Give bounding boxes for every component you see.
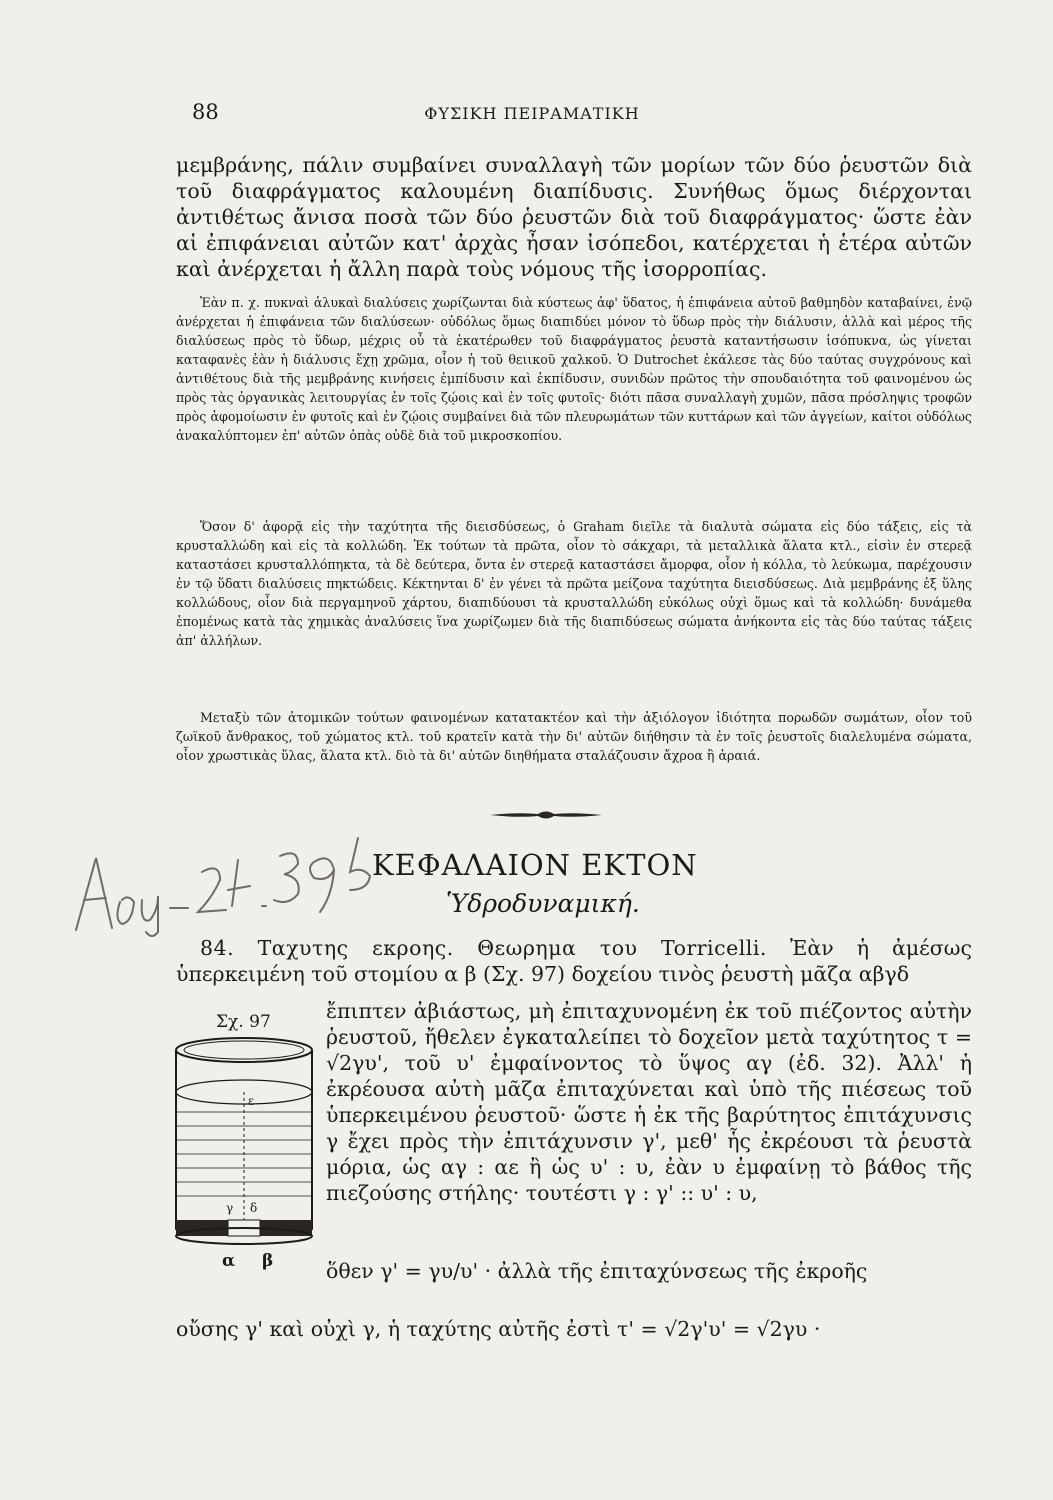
section-84-first-line: Ἐὰν ἡ ἀμέσως ὑπερκειμένη τοῦ στομίου α β (Σχ. 97) δοχείου τινὸς ῥευστὴ μᾶζα αβγδ <box>176 936 972 986</box>
small-paragraph-2 <box>176 517 972 650</box>
small-paragraph-2-text: Ὅσον δ' ἀφορᾷ εἰς τὴν ταχύτητα τῆς διεισδύσεως, ὁ Graham διεῖλε τὰ διαλυτὰ σώματα εἰς δύο τάξεις, εἰς τὰ κρυσταλλώδη καὶ εἰς τὰ κολλώδη. Ἐκ τούτων τὰ πρῶτα, οἷον τὸ σάκχαρι, τὰ μεταλλικὰ ἅλατα κτλ., εἰσὶν ἐν στερεᾷ καταστάσει κρυσταλλόπηκτα, τὰ δὲ δεύτερα, ὄντα ἐν στερεᾷ καταστάσει ἄμορφα, οἷον ἡ κόλλα, τὸ λεύκωμα, παρέχουσιν ἐν τῷ ὕδατι διαλύσεις πηκτώδεις. Κέκτηνται δ' ἐν γένει τὰ πρῶτα μείζονα ταχύτητα διεισδύσεως. Διὰ μεμβράνης ἐξ ὕλης κολλώδους, οἷον διὰ περγαμηνοῦ χάρτου, διαπιδύουσι τὰ κρυσταλλώδη εὐκόλως οὐχὶ ὅμως καὶ τὰ κολλώδη· δυνάμεθα ἑπομένως κατὰ τὰς χημικὰς ἀναλύσεις ἵνα χωρίζωμεν διὰ τῆς διαπιδύσεως σώματα ἀνήκοντα εἰς τὰς δύο ταύτας τάξεις ἀπ' ἀλλήλων. <box>176 519 972 648</box>
svg-text:δ: δ <box>250 1201 258 1215</box>
intro-paragraph <box>176 152 972 282</box>
small-paragraph-3-text: Μεταξὺ τῶν ἀτομικῶν τούτων φαινομένων κατατακτέον καὶ τὴν ἀξιόλογον ἰδιότητα πορωδῶν σωμάτων, οἷον τοῦ ζωϊκοῦ ἄνθρακος, τοῦ χώματος κτλ. τοῦ κρατεῖν κατὰ τὴν δι' αὐτῶν διήθησιν τὰ ἐν τοῖς ῥευστοῖς διαλελυμένα σώματα, οἷον χρωστικὰς ὕλας, ἅλατα κτλ. διὸ τὰ δι' αὐτῶν διηθήματα σταλάζουσιν ἄχροα ἢ ἀραιά. <box>176 710 972 763</box>
section-divider-ornament <box>488 808 604 822</box>
figure-97-vessel <box>168 1034 320 1252</box>
section-84 <box>176 935 972 987</box>
intro-text: μεμβράνης, πάλιν συμβαίνει συναλλαγὴ τῶν μορίων τῶν δύο ῥευστῶν διὰ τοῦ διαφράγματος καλουμένη διαπίδυσις. Συνήθως ὅμως διέρχονται ἀντιθέτως ἄνισα ποσὰ τῶν δύο ῥευστῶν διὰ τοῦ διαφράγματος· ὥστε ἐὰν αἱ ἐπιφάνειαι αὐτῶν κατ' ἀρχὰς ἦσαν ἰσόπεδοι, κατέρχεται ἡ ἑτέρα αὐτῶν καὶ ἀνέρχεται ἡ ἄλλη παρὰ τοὺς νόμους τῆς ἰσορροπίας. <box>176 153 972 281</box>
small-paragraph-1-text: Ἐὰν π. χ. πυκναὶ ἁλυκαὶ διαλύσεις χωρίζωνται διὰ κύστεως ἀφ' ὕδατος, ἡ ἐπιφάνεια αὐτοῦ βαθμηδὸν καταβαίνει, ἐνῷ ἀνέρχεται ἡ ἐπιφάνεια τῶν διαλύσεων· οὐδόλως ὅμως διαπιδύει μόνον τὸ ὕδωρ πρὸς τὴν διάλυσιν, ἀλλὰ καὶ μέρος τῆς διαλύσεως πρὸς τὸ ὕδωρ, μέχρις οὗ τὰ ἑκατέρωθεν τοῦ διαφράγματος ῥευστὰ καταντήσωσιν ἰσόπυκνα, ὡς γίνεται καταφανὲς ἐὰν ἡ διάλυσις ἔχῃ χρῶμα, οἷον ἡ τοῦ θειικοῦ χαλκοῦ. Ὁ Dutrochet ἐκάλεσε τὰς δύο ταύτας συγχρόνους καὶ ἀντιθέτους διὰ τῆς μεμβράνης κινήσεις ἐμπίδυσιν καὶ ἐκπίδυσιν, συνιδὼν πρῶτος τὴν σπουδαιότητα τοῦ φαινομένου ὡς πρὸς τὰς ὀργανικὰς λειτουργίας ἐν τοῖς ζῴοις καὶ ἐν τοῖς φυτοῖς· διότι πᾶσα συναλλαγὴ χυμῶν, πᾶσα πρόσληψις τροφῶν πρὸς ἀφομοίωσιν ἐν φυτοῖς καὶ ἐν ζῴοις συμβαίνει διὰ τῶν πλευρωμάτων τῶν κυττάρων καὶ τῶν ἀγγείων, καίτοι οὐδόλως ἀνακαλύπτομεν ἐπ' αὐτῶν ὀπὰς οὐδὲ διὰ τοῦ μικροσκοπίου. <box>176 295 972 443</box>
running-title: ΦΥΣΙΚΗ ΠΕΙΡΑΜΑΤΙΚΗ <box>424 104 640 123</box>
figure-label: Σχ. 97 <box>216 1012 271 1032</box>
chapter-title: ΚΕΦΑΛΑΙΟΝ ΕΚΤΟΝ <box>372 848 698 882</box>
svg-text:ε: ε <box>248 1094 255 1108</box>
figure-letter-a: α <box>222 1251 236 1271</box>
figure-letter-b: β <box>262 1251 274 1271</box>
section-84-wrap-paragraph: ἔπιπτεν ἀβιάστως, μὴ ἐπιταχυνομένη ἐκ τοῦ πιέζοντος αὐτὴν ῥευστοῦ, ἤθελεν ἐγκαταλείπει τὸ δοχεῖον μετὰ ταχύτητος τ = √2γυ', τοῦ υ' ἐμφαίνοντος τὸ ὕψος αγ (ἐδ. 32). Ἀλλ' ἡ ἐκρέουσα αὐτὴ μᾶζα ἐπιταχύνεται καὶ ὑπὸ τῆς πιέσεως τοῦ ὑπερκειμένου ῥευστοῦ· ὥστε ἡ ἐκ τῆς βαρύτητος ἐπιτάχυνσις γ ἔχει πρὸς τὴν ἐπιτάχυνσιν γ', μεθ' ἧς ἐκρέουσι τὰ ῥευστὰ μόρια, ὡς αγ : αε ἢ ὡς υ' : υ, ἐὰν υ ἐμφαίνῃ τὸ βάθος τῆς πιεζούσης στήλης· τουτέστι γ : γ' :: υ' : υ, <box>326 999 972 1205</box>
page-number: 88 <box>192 100 219 124</box>
section-84-heading: 84. Ταχυτης εκροης. Θεωρημα του Torricelli. <box>200 936 767 960</box>
final-equation-line: οὔσης γ' καὶ οὐχὶ γ, ἡ ταχύτης αὐτῆς ἐστὶ τ' = √2γ'υ' = √2γυ · <box>176 1317 821 1341</box>
svg-text:γ: γ <box>226 1201 234 1215</box>
equation-line: ὅθεν γ' = γυ/υ' · ἀλλὰ τῆς ἐπιταχύνσεως τῆς ἐκροῆς <box>326 1259 868 1283</box>
small-paragraph-1 <box>176 293 972 445</box>
small-paragraph-3 <box>176 708 972 765</box>
page-header <box>192 100 872 130</box>
section-84-wrapped-text <box>326 998 972 1206</box>
handwritten-annotation <box>62 820 392 940</box>
chapter-subtitle: Ὑδροδυναμική. <box>446 889 640 918</box>
